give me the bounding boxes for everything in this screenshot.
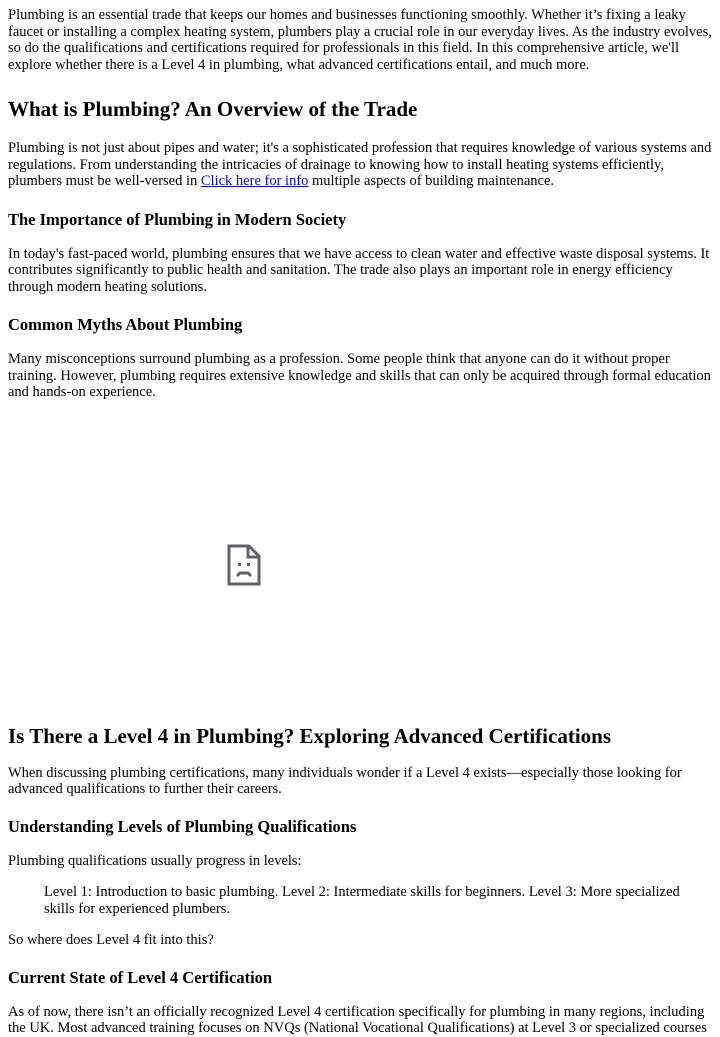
overview-text-after-link: multiple aspects of building maintenance. bbox=[308, 173, 555, 189]
importance-paragraph: In today's fast-paced world, plumbing ensures that we have access to clean water and effective waste disposal systems. It contributes significantly to public health and sanitation. The trade also plays an important role in energy efficiency through modern heating solutions. bbox=[8, 245, 710, 295]
broken-image-icon bbox=[227, 544, 261, 586]
broken-image-placeholder bbox=[8, 409, 712, 709]
current-paragraph: As of now, there isn’t an officially recognized Level 4 certification specifically for plumbing in many regions, including the UK. Most advanced training focuses on NVQs (National Vocational Qualifications) at Level 3 or specialized courses bbox=[8, 1003, 707, 1036]
level4-paragraph: When discussing plumbing certifications, many individuals wonder if a Level 4 exists—especially those looking for advanced qualifications to further their careers. bbox=[8, 764, 682, 797]
current-heading: Current State of Level 4 Certification bbox=[8, 967, 273, 987]
levels-heading: Understanding Levels of Plumbing Qualifications bbox=[8, 816, 357, 836]
levels-followup: So where does Level 4 fit into this? bbox=[8, 932, 214, 948]
levels-list-quote: Level 1: Introduction to basic plumbing. Level 2: Intermediate skills for beginners. Level 3: More specialized skills for experienced plumbers. bbox=[44, 884, 680, 917]
overview-paragraph bbox=[8, 140, 712, 190]
info-link[interactable]: Click here for info bbox=[200, 173, 309, 189]
importance-heading: The Importance of Plumbing in Modern Society bbox=[8, 209, 347, 229]
myths-heading: Common Myths About Plumbing bbox=[8, 315, 243, 334]
myths-paragraph: Many misconceptions surround plumbing as a profession. Some people think that anyone can do it without proper training. However, plumbing requires extensive knowledge and skills that can only be acquired through formal education and hands-on experience. bbox=[8, 351, 711, 400]
levels-paragraph: Plumbing qualifications usually progress in levels: bbox=[8, 852, 302, 869]
overview-heading: What is Plumbing? An Overview of the Trade bbox=[8, 97, 418, 121]
intro-paragraph: Plumbing is an essential trade that keeps our homes and businesses functioning smoothly. Whether it’s fixing a leaky faucet or installing a complex heating system, plumbers play a crucial role in our everyday lives. As the industry evolves, so do the qualifications and certifications required for professionals in this field. In this comprehensive article, we'll explore whether there is a Level 4 in plumbing, what advanced certifications entail, and much more. bbox=[8, 7, 712, 73]
level4-heading: Is There a Level 4 in Plumbing? Exploring Advanced Certifications bbox=[8, 723, 612, 748]
overview-text-before-link: Plumbing is not just about pipes and water; it's a sophisticated profession that requires knowledge of various systems and regulations. From understanding the intricacies of drainage to knowing how to install heating systems efficiently, plumbers must be well-versed in bbox=[8, 140, 712, 189]
